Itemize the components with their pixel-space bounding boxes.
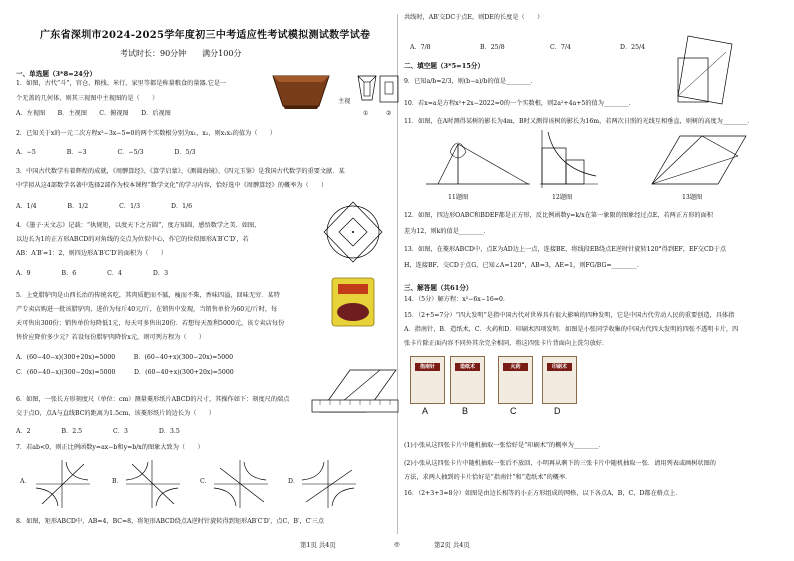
donkey-meat-image (330, 276, 376, 328)
q2-stem: 2．已知关于x的一元二次方程x²−3x−5=0的两个实数根分别为x₁，x₂，则x₁x₂的值为（ ） (16, 130, 276, 137)
q15-part1: (1)小张从这四张卡片中随机抽取一张恰好是“印刷术”的概率为________． (404, 442, 605, 449)
q15-line3: 张卡片除正面内容不同外其余完全相同，将这四张卡片背面向上洗匀放好． (404, 340, 609, 347)
q13-line1: 13．如图，在菱形ABCD中，点E为AD边上一点，连接BE，将线段EB绕点E逆时针旋转120°得到EF，EF交CD于点 (404, 246, 727, 253)
q12-line2: 差为12，则k的值是________． (404, 228, 490, 235)
dou-vessel-image (271, 72, 331, 110)
q8-option-b: B．25/8 (480, 44, 505, 51)
page-right (402, 0, 794, 561)
q15-part2-line1: (2)小张从这四张卡片中随机抽取一张后不放回，小明再从剩下的三张卡片中随机抽取一张．请用列表或画树状图的 (404, 460, 716, 467)
card-printing-title: 印刷术 (551, 364, 567, 370)
exam-info: 考试时长：90分钟 满分100分 (120, 49, 242, 58)
q10: 10．若x=a是方程x²+2x−2022=0的一个实数根，则2a²+4a+5的值为________． (404, 100, 635, 107)
q5-options-ab: A．(60−40−x)(300+20x)=5000 B．(60−40+x)(300−20x)=5000 (16, 354, 234, 361)
q8-option-c: C．7/4 (550, 44, 571, 51)
q13-line2: H，连接BF，交CD于点G，已知∠A=120°，AB=3，AE=1，则FG/BG=________． (404, 262, 643, 269)
card-label-b: B (462, 406, 469, 416)
q8-figure (670, 32, 754, 108)
q8-option-d: D．25/4 (620, 44, 646, 51)
section-3-heading: 三、解答题（共61分） (404, 284, 473, 292)
q5-line1: 5．上党腊驴肉是山西长治的传统名吃，其肉质肥而不腻，瘦而不柴，香味四溢，回味无穷．某特 (16, 292, 280, 299)
q5-line3: 天可售出300份；销售单价每降低1元，每天可多售出20份．若想每天盈利5000元，该专卖店每份 (16, 320, 285, 327)
q8-option-a: A．7/8 (410, 44, 431, 51)
q4-line2: 以边长为1的正方形ABCD的对角线的交点为位似中心，作它的位似图形A′B′C′D′，若 (16, 236, 249, 243)
q12-caption: 12题图 (552, 194, 573, 201)
q12-figure (536, 128, 600, 190)
card-label-c: C (510, 406, 517, 416)
q8-continued: 共线时，AB′交DC于点E，则DE的长度是（ ） (404, 14, 544, 21)
card-papermaking-title: 造纸术 (459, 364, 475, 370)
q7-option-b: B． (112, 478, 123, 485)
q2-options: A．−5 B．−3 C．−5/3 D．5/3 (16, 149, 196, 156)
q11: 11．如图，在A时测得某树的影长为4m，B时又测得该树的影长为16m，若两次日照的光线互相垂直，则树的高度为________． (404, 118, 754, 125)
q15-part2-line2: 方法，求两人抽到的卡片恰好是“指南针”和“造纸术”的概率． (404, 474, 572, 481)
q4-line3: AB：A′B′=1：2，则四边形A′B′C′D′的面积为（ ） (16, 250, 168, 257)
q11-figure (424, 130, 534, 190)
q3-line1: 3．中国古代数学有着辉煌的成就，《周髀算经》、《算学启蒙》、《测圆海镜》、《四元玉鉴》是我国古代数学的重要文献．某 (16, 168, 345, 175)
q6-line2: 交于点O，点A与直线BC的距离为1.5cm，该菱形纸片的边长为（ ） (16, 410, 215, 417)
section-1-heading: 一、单选题（3*8=24分） (16, 70, 97, 78)
q5-options-cd: C．(60−40−x)(300−20x)=5000 D．(60−40+x)(300+20x)=5000 (16, 369, 234, 376)
card-gunpowder-title: 火药 (510, 364, 521, 370)
q6-ruler-figure (310, 364, 400, 418)
q3-options: A．1/4 B．1/2 C．1/3 D．1/6 (16, 203, 193, 210)
three-view-diagram (338, 70, 400, 114)
q1-line1: 1．如图，古代“斗”，官仓、粮栈、米行、家里等都是称量粮食的量器.它是一 (16, 80, 227, 87)
card-label-a: A (422, 406, 429, 416)
q14: 14．（5分）解方程：x²−6x−16=0． (404, 296, 510, 303)
fig-2-label: ② (386, 110, 392, 117)
q7-graph-c (210, 458, 270, 510)
q12-line1: 12．如图，四边形OABC和BDEF都是正方形，反比例函数y=k/x在第一象限的图象经过点E，若两正方形的面积 (404, 212, 713, 219)
q7-option-a: A． (20, 478, 31, 485)
q4-options: A．9 B．6 C．4 D．3 (16, 270, 169, 277)
card-compass-title: 指南针 (419, 364, 435, 370)
footer-page-1: 第1页 共4页 (300, 541, 336, 549)
q1-options: A．左视图 B．主视图 C．俯视图 D．后视图 (16, 110, 171, 117)
q7-option-d: D． (288, 478, 300, 485)
q7-stem: 7．若ab<0，则正比例函数y=ax−b和y=b/x的图象大致为（ ） (16, 444, 204, 451)
q16: 16．（2+3+3=8分）如图是由边长相等的小正方形组成的网格，以下各点A，B，C，D都在格点上． (404, 490, 682, 497)
q1-line2: 个无盖的几何体，则其三视图中主视图的是（ ） (16, 95, 159, 102)
q6-line1: 6．如图，一张长方形刻度尺（单位：cm）测量菱形纸片ABCD的尺寸，其操作如下：刻度尺的端点 (16, 396, 290, 403)
footer-mark: ◎ (394, 540, 400, 548)
q15-line2: A．指南针，B．造纸术，C．火药和D．印刷术四项发明．如图是小张同学收集的中国古代四大发明的四张不透明卡片，四 (404, 326, 739, 333)
q13-figure (650, 128, 750, 190)
page-left (8, 0, 400, 561)
q9: 9．已知a/b=2/3，则(b−a)/b的值是________． (404, 78, 537, 85)
q15-line1: 15．（2+5=7分）“四大发明”是指中国古代对世界具有很大影响的四种发明，它是中国古代劳动人民的重要创造，具体指 (404, 312, 735, 319)
card-papermaking (450, 356, 485, 404)
front-view-label: 主视 (338, 98, 351, 105)
card-gunpowder (498, 356, 533, 404)
card-label-d: D (554, 406, 561, 416)
q7-graph-a (32, 458, 92, 510)
fig-1-label: ① (363, 110, 369, 117)
footer-page-2: 第2页 共4页 (434, 541, 470, 549)
q7-graph-d (298, 458, 358, 510)
paper-title: 广东省深圳市2024-2025学年度初三中考适应性考试模拟测试数学试卷 (40, 30, 371, 41)
section-2-heading: 二、填空题（3*5=15分） (404, 62, 485, 70)
q5-line4: 售价应降价多少元？若设每份腊驴肉降价x元，则可列方程为（ ） (16, 334, 206, 341)
q6-options: A．2 B．2.5 C．3 D．3.5 (16, 428, 180, 435)
q7-graph-b (122, 458, 182, 510)
q5-line2: 产专卖店购进一批该腊驴肉，进价为每斤40元/斤，在销售中发现，当销售单价为60元/斤时，每 (16, 306, 278, 313)
q8-stem: 8．如图，矩形ABCD中，AB=4，BC=8，将矩形ABCD绕点A逆时针旋转得到矩形AB′C′D′，点C，B′，C′三点 (16, 518, 325, 525)
card-compass (410, 356, 445, 404)
card-printing (542, 356, 577, 404)
q7-option-c: C． (200, 478, 211, 485)
q11-caption: 11题图 (448, 194, 469, 201)
q13-caption: 13题图 (682, 194, 703, 201)
q3-line2: 中学拟从这4部数学名著中选择2部作为校本课程“数学文化”的学习内容，恰好选中《周髀算经》的概率为（ ） (16, 182, 328, 189)
q4-figure (320, 196, 386, 268)
q4-line1: 4．《墨子·天文志》记载：“执规矩，以度天下之方圆”，度方知圆，感悟数学之美．如图， (16, 222, 261, 229)
